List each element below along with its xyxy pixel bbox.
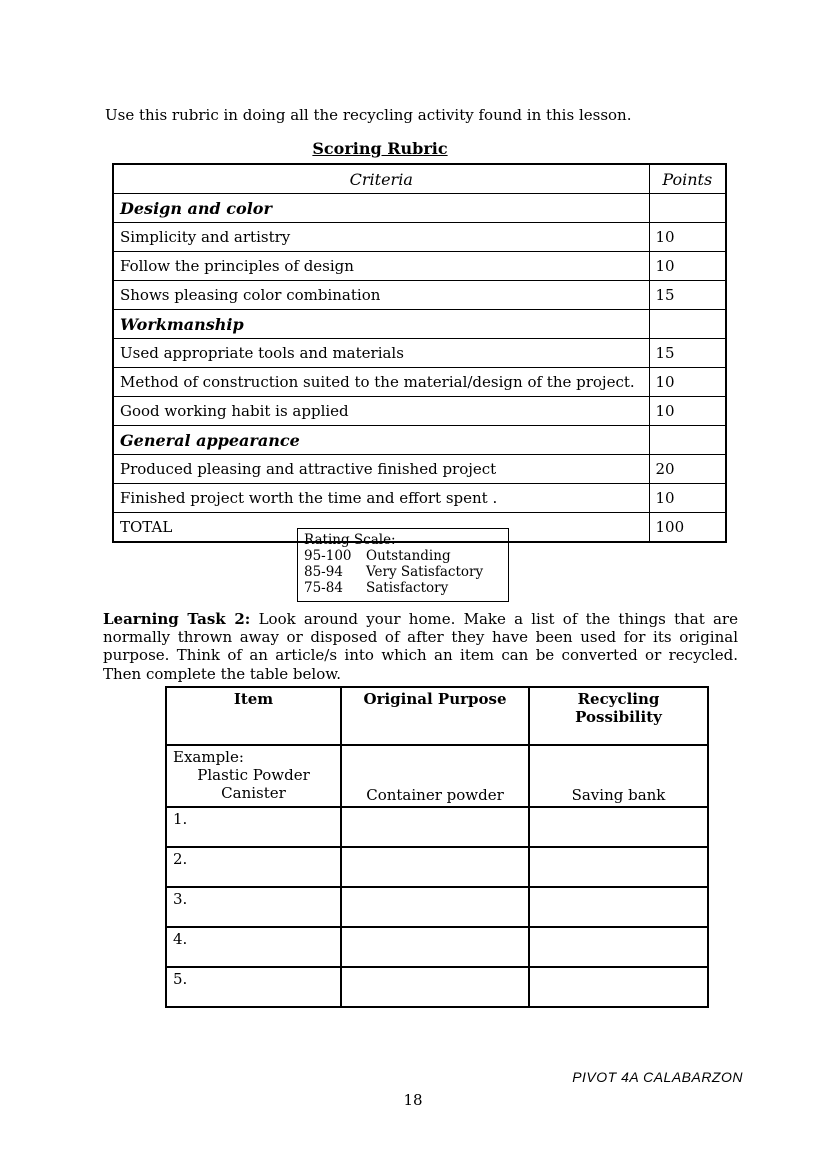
example-item-line2: Plastic Powder xyxy=(197,766,310,784)
rubric-total-points: 100 xyxy=(649,513,726,543)
scoring-rubric-title: Scoring Rubric xyxy=(312,139,448,158)
rubric-points-cell xyxy=(649,310,726,339)
example-row xyxy=(166,745,708,807)
rubric-criteria-cell: Follow the principles of design xyxy=(113,252,649,281)
rubric-criteria-cell: Used appropriate tools and materials xyxy=(113,339,649,368)
criteria-column-header: Criteria xyxy=(113,164,649,194)
empty-original-purpose-cell xyxy=(341,847,529,887)
table-row xyxy=(166,927,708,967)
table-row xyxy=(113,252,726,281)
table-row xyxy=(166,887,708,927)
rubric-section-label: Workmanship xyxy=(113,310,649,339)
table-row xyxy=(113,368,726,397)
rating-label: Satisfactory xyxy=(366,580,449,596)
empty-original-purpose-cell xyxy=(341,927,529,967)
empty-original-purpose-cell xyxy=(341,967,529,1007)
row-number-cell: 5. xyxy=(166,967,341,1007)
rubric-points-cell: 10 xyxy=(649,368,726,397)
rubric-points-cell: 10 xyxy=(649,223,726,252)
empty-recycling-possibility-cell xyxy=(529,887,708,927)
rubric-criteria-cell: Method of construction suited to the material/design of the project. xyxy=(113,368,649,397)
rubric-criteria-cell: Simplicity and artistry xyxy=(113,223,649,252)
rubric-total-label: TOTAL xyxy=(113,513,649,543)
page-number: 18 xyxy=(403,1091,423,1109)
table-row xyxy=(166,847,708,887)
learning-task-body: Look around your home. Make a list of the things that are normally thrown away or disposed of after they have been used for its original purpose. Think of an article/s into which an item can be converted or recycled. Then complete the table below. xyxy=(103,610,738,683)
recycling-header-row xyxy=(166,687,708,745)
rubric-points-cell: 15 xyxy=(649,281,726,310)
empty-original-purpose-cell xyxy=(341,887,529,927)
rubric-points-cell: 10 xyxy=(649,252,726,281)
empty-recycling-possibility-cell xyxy=(529,967,708,1007)
rating-scale-title: Rating Scale: xyxy=(304,532,396,548)
rating-scale-box xyxy=(297,528,509,602)
learning-task-paragraph xyxy=(103,610,738,683)
row-number-cell: 4. xyxy=(166,927,341,967)
row-number-cell: 2. xyxy=(166,847,341,887)
scoring-rubric-table xyxy=(112,163,727,543)
table-row xyxy=(113,426,726,455)
empty-recycling-possibility-cell xyxy=(529,807,708,847)
rating-range: 85-94 xyxy=(304,564,343,580)
table-row xyxy=(113,281,726,310)
example-item-line3: Canister xyxy=(221,784,286,802)
recycling-possibility-column-header: Recycling Possibility xyxy=(529,687,708,745)
rubric-criteria-cell: Finished project worth the time and effort spent . xyxy=(113,484,649,513)
rubric-points-cell: 20 xyxy=(649,455,726,484)
rating-range: 75-84 xyxy=(304,580,343,596)
example-recycling-possibility-cell: Saving bank xyxy=(529,745,708,807)
rubric-points-cell xyxy=(649,194,726,223)
rubric-points-cell: 10 xyxy=(649,484,726,513)
rubric-header-row xyxy=(113,164,726,194)
rating-label: Outstanding xyxy=(366,548,451,564)
intro-text: Use this rubric in doing all the recycling activity found in this lesson. xyxy=(105,106,632,124)
table-row xyxy=(166,967,708,1007)
row-number-cell: 3. xyxy=(166,887,341,927)
row-number-cell: 1. xyxy=(166,807,341,847)
item-column-header: Item xyxy=(166,687,341,745)
rubric-criteria-cell: Produced pleasing and attractive finished project xyxy=(113,455,649,484)
example-label: Example: xyxy=(173,748,244,766)
table-row xyxy=(113,339,726,368)
rubric-points-cell xyxy=(649,426,726,455)
rubric-points-cell: 10 xyxy=(649,397,726,426)
empty-recycling-possibility-cell xyxy=(529,847,708,887)
rating-scale-entry xyxy=(304,580,508,596)
original-purpose-column-header: Original Purpose xyxy=(341,687,529,745)
rubric-criteria-cell: Good working habit is applied xyxy=(113,397,649,426)
table-row xyxy=(113,455,726,484)
footer-brand: PIVOT 4A CALABARZON xyxy=(572,1069,743,1085)
rubric-points-cell: 15 xyxy=(649,339,726,368)
rubric-section-label: Design and color xyxy=(113,194,649,223)
table-row xyxy=(113,310,726,339)
rating-scale-entry xyxy=(304,548,508,564)
learning-task-label: Learning Task 2: xyxy=(103,610,251,628)
rubric-section-label: General appearance xyxy=(113,426,649,455)
rubric-criteria-cell: Shows pleasing color combination xyxy=(113,281,649,310)
rating-scale-entry xyxy=(304,564,508,580)
rating-label: Very Satisfactory xyxy=(366,564,484,580)
table-row xyxy=(113,397,726,426)
points-column-header: Points xyxy=(649,164,726,194)
rating-range: 95-100 xyxy=(304,548,352,564)
table-row xyxy=(113,194,726,223)
empty-recycling-possibility-cell xyxy=(529,927,708,967)
table-row xyxy=(166,807,708,847)
example-item-cell xyxy=(166,745,341,807)
table-row xyxy=(113,484,726,513)
recycling-table xyxy=(165,686,709,1008)
table-row xyxy=(113,223,726,252)
empty-original-purpose-cell xyxy=(341,807,529,847)
example-original-purpose-cell: Container powder xyxy=(341,745,529,807)
